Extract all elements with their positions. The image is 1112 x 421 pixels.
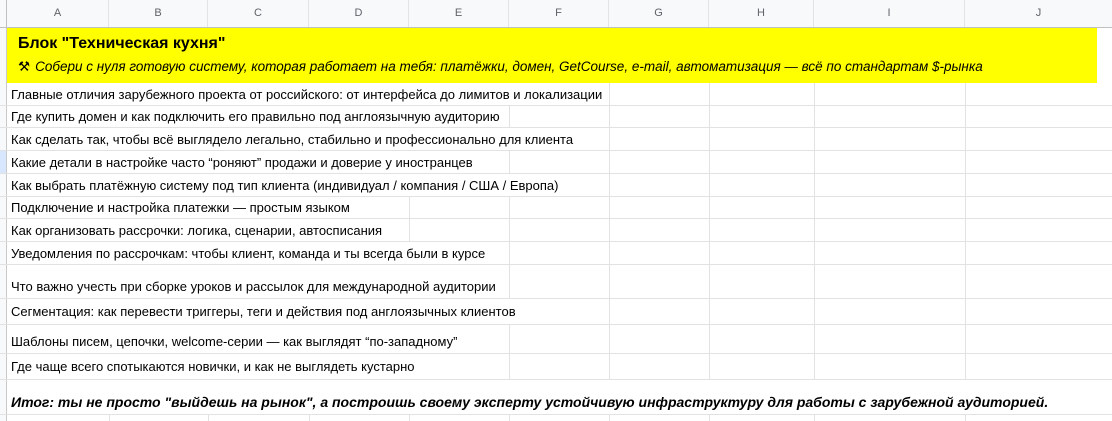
column-header-i[interactable]: I	[814, 0, 965, 27]
sheet-row[interactable]	[0, 265, 1112, 299]
cell-text: Где купить домен и как подключить его правильно под англоязычную аудиторию	[7, 106, 505, 127]
sheet-row[interactable]	[0, 83, 1112, 106]
column-header-e[interactable]: E	[409, 0, 509, 27]
cell-text: Главные отличия зарубежного проекта от российского: от интерфейса до лимитов и локализации	[7, 83, 607, 105]
cell-text: Сегментация: как перевести триггеры, теги и действия под англоязычных клиентов	[7, 299, 521, 324]
cell-text: Как организовать рассрочки: логика, сценарии, автосписания	[7, 219, 387, 241]
cell-text: Какие детали в настройке часто “роняют” продажи и доверие у иностранцев	[7, 151, 478, 173]
sheet-row[interactable]	[0, 128, 1112, 151]
sheet-row[interactable]	[0, 354, 1112, 380]
column-header-a[interactable]: A	[7, 0, 109, 27]
column-header-c[interactable]: C	[208, 0, 309, 27]
sheet-row[interactable]	[0, 219, 1112, 242]
cell-text: Подключение и настройка платежки — простым языком	[7, 197, 355, 218]
sheet-row-empty[interactable]	[0, 415, 1112, 421]
sheet-row[interactable]	[0, 174, 1112, 197]
cell-text: Где чаще всего спотыкаются новички, и как не выглядеть кустарно	[7, 354, 420, 379]
sheet-row[interactable]	[0, 106, 1112, 128]
cell-text: Уведомления по рассрочкам: чтобы клиент, команда и ты всегда были в курсе	[7, 242, 490, 264]
cell-text: Как сделать так, чтобы всё выглядело легально, стабильно и профессионально для клиента	[7, 128, 578, 150]
summary-row[interactable]	[0, 380, 1112, 415]
sheet-row[interactable]	[0, 299, 1112, 325]
select-all-corner[interactable]	[0, 0, 7, 28]
banner-subtitle	[18, 55, 1097, 79]
sheet-row[interactable]	[0, 197, 1112, 219]
banner-title: Блок "Техническая кухня"	[18, 35, 226, 52]
cell-text: Итог: ты не просто "выйдешь на рынок", а построишь своему эксперту устойчивую инфраструктуру для работы с зарубежной аудиторией.	[7, 380, 1053, 414]
cell-text: Шаблоны писем, цепочки, welcome-серии — как выглядят “по-западному”	[7, 325, 462, 353]
column-header-f[interactable]: F	[509, 0, 609, 27]
sheet-row[interactable]	[0, 151, 1112, 174]
column-header-b[interactable]: B	[109, 0, 208, 27]
tools-icon: ⚒	[18, 59, 31, 74]
column-header-bar	[0, 0, 1112, 28]
cell-text: Как выбрать платёжную систему под тип клиента (индивидуал / компания / США / Европа)	[7, 174, 564, 196]
sheet-row[interactable]	[0, 325, 1112, 354]
banner-subtitle-text: Собери с нуля готовую систему, которая работает на тебя: платёжки, домен, GetCourse, e-mail, автоматизация — всё по стандартам $-рынка	[35, 59, 983, 74]
column-header-h[interactable]: H	[709, 0, 814, 27]
column-header-d[interactable]: D	[309, 0, 409, 27]
cell-text: Что важно учесть при сборке уроков и рассылок для международной аудитории	[7, 265, 501, 298]
column-header-g[interactable]: G	[609, 0, 709, 27]
column-header-j[interactable]: J	[1035, 7, 1042, 19]
sheet-row[interactable]	[0, 242, 1112, 265]
banner-cell[interactable]	[7, 28, 1097, 83]
